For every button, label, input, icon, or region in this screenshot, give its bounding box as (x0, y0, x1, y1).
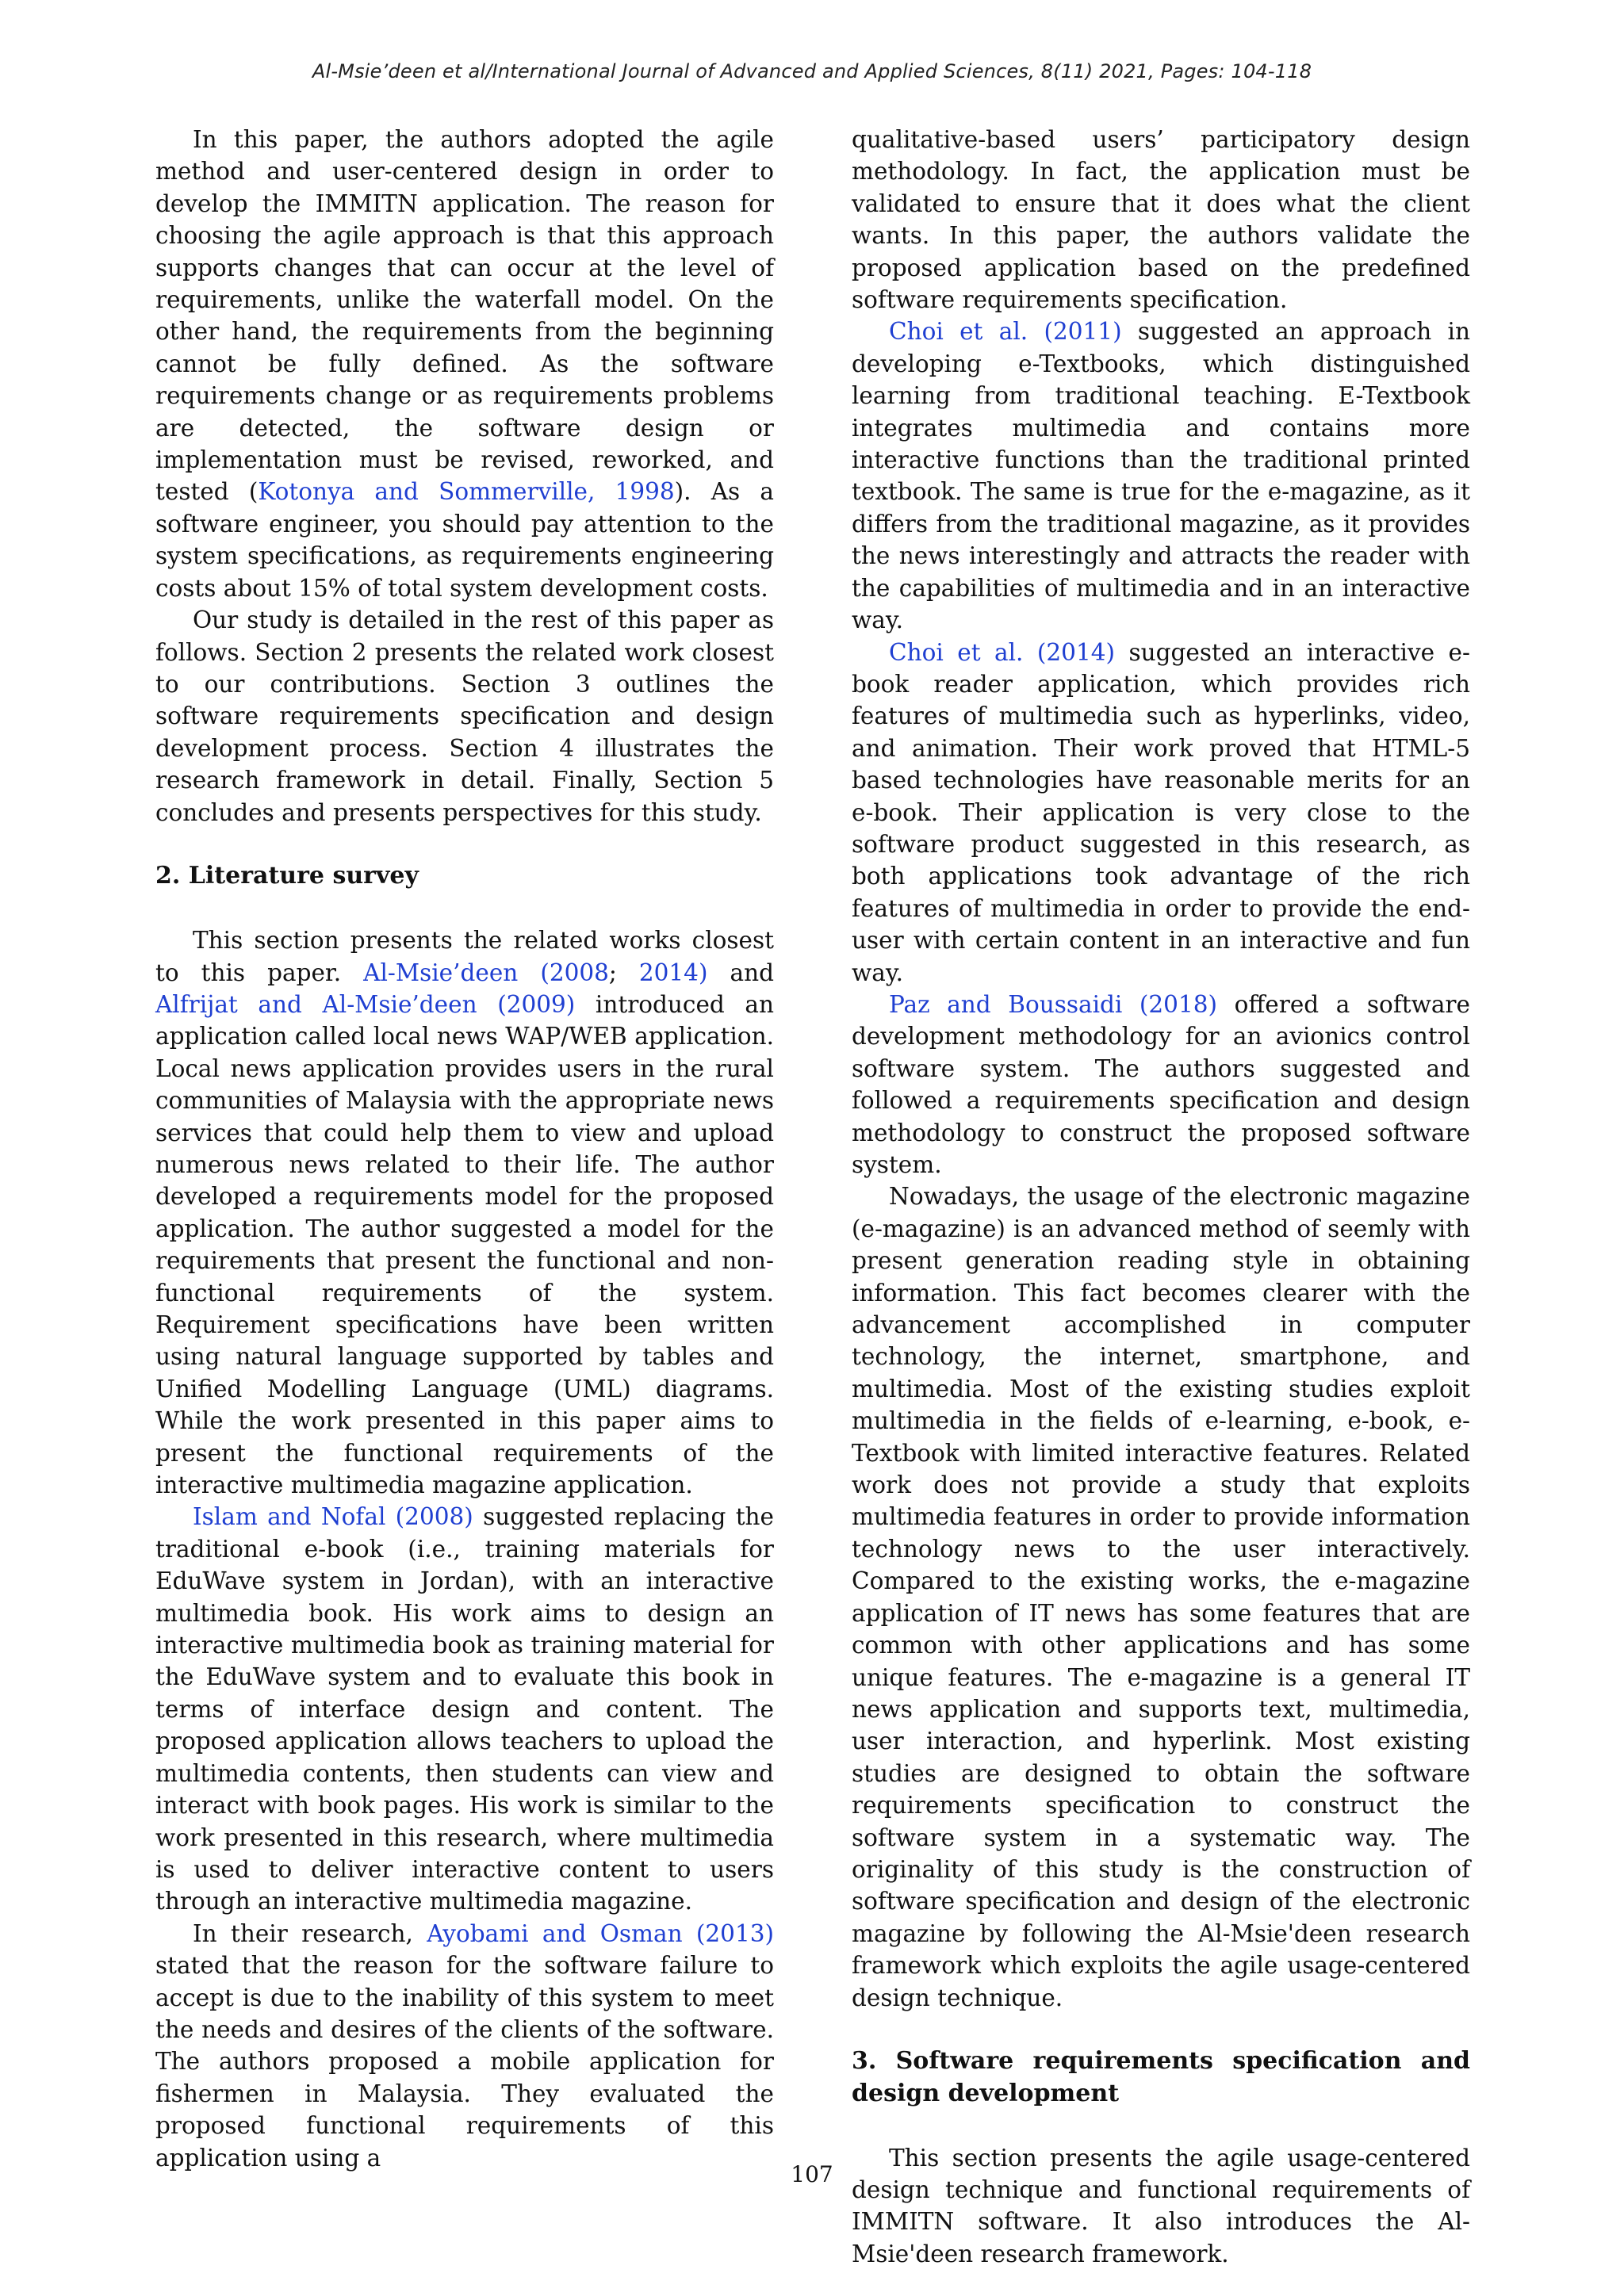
paragraph-text: suggested replacing the traditional e-book (i.e., training materials for EduWave system in Jordan), with an interactive multimedia book. His work aims to design an interactive multimedia book as training material for the EduWave system and to evaluate this book in terms of interface design and content. The proposed application allows teachers to upload the multimedia contents, then students can view and interact with book pages. His work is similar to the work presented in this research, where multimedia is used to deliver interactive content to users through an interactive multimedia magazine. (155, 1503, 775, 1915)
paragraph-text: suggested an approach in developing e-Textbooks, which distinguished learning from traditional teaching. E-Textbook integrates multimedia and contains more interactive functions than the traditional printed textbook. The same is true for the e-magazine, as it differs from the traditional magazine, as it provides the news interestingly and attracts the reader with the capabilities of multimedia and in an interactive way. (852, 318, 1470, 634)
paragraph (155, 1501, 774, 1917)
citation-link[interactable]: Alfrijat and Al-Msie’deen (2009) (155, 990, 576, 1018)
section-heading: 3. Software requirements specification and design development (852, 2047, 1470, 2107)
paragraph: This section presents the agile usage-centered design technique and functional requirements of IMMITN software. It also introduces the Al-Msie'deen research framework. (852, 2144, 1470, 2267)
paragraph (155, 124, 774, 604)
paragraph-text: suggested an interactive e-book reader application, which provides rich features of multimedia such as hyperlinks, video, and animation. Their work proved that HTML-5 based technologies have reasonable merits for an e-book. Their application is very close to the software product suggested in this research, as both applications took advantage of the rich features of multimedia in order to provide the end-user with certain content in an interactive and fun way. (852, 638, 1470, 986)
citation-link[interactable]: Islam and Nofal (2008) (193, 1503, 473, 1531)
citation-link[interactable]: Al-Msie’deen (2008 (363, 959, 609, 986)
running-header: Al-Msie’deen et al/International Journal of Advanced and Applied Sciences, 8(11) 2021, Pages: 104-118 (312, 60, 1312, 82)
paragraph (852, 637, 1470, 989)
right-column (852, 124, 1470, 2270)
paragraph-text: This section presents the related works closest to this paper. (155, 927, 774, 986)
page-number: 107 (791, 2161, 833, 2187)
paragraph-text: In this paper, the authors adopted the agile method and user-centered design in order to develop the IMMITN application. The reason for choosing the agile approach is that this approach supports changes that can occur at the level of requirements, unlike the waterfall model. On the other hand, the requirements from the beginning cannot be fully defined. As the software requirements change or as requirements problems are detected, the software design or implementation must be revised, reworked, and tested ( (155, 126, 774, 506)
section-heading: 2. Literature survey (155, 862, 419, 890)
paragraph: Nowadays, the usage of the electronic magazine (e-magazine) is an advanced method of seemly with present generation reading style in obtaining information. This fact becomes clearer with the advancement accomplished in computer technology, the internet, smartphone, and multimedia. Most of the existing studies exploit multimedia in the fields of e-learning, e-book, e-Textbook with limited interactive features. Related work does not provide a study that exploits multimedia features in order to provide information technology news to the user interactively. Compared to the existing works, the e-magazine application of IT news has some features that are common with other applications and has some unique features. The e-magazine is a general IT news application and supports text, multimedia, user interaction, and hyperlink. Most existing studies are designed to obtain the software requirements specification to construct the software system in a systematic way. The originality of this study is the construction of software specification and design of the electronic magazine by following the Al-Msie'deen research framework which exploits the agile usage-centered design technique. (852, 1183, 1470, 2011)
paragraph-text: stated that the reason for the software failure to accept is due to the inability of this system to meet the needs and desires of the clients of the software. The authors proposed a mobile application for fishermen in Malaysia. They evaluated the proposed functional requirements of this application using a (155, 1952, 774, 2172)
paragraph (852, 989, 1470, 1181)
citation-link[interactable]: 2014) (638, 959, 708, 986)
paragraph: Our study is detailed in the rest of this paper as follows. Section 2 presents the related work closest to our contributions. Section 3 outlines the software requirements specification and design development process. Section 4 illustrates the research framework in detail. Finally, Section 5 concludes and presents perspectives for this study. (155, 607, 774, 826)
paragraph-text: introduced an application called local news WAP/WEB application. Local news application provides users in the rural communities of Malaysia with the appropriate news services that could help them to view and upload numerous news related to their life. The author developed a requirements model for the proposed application. The author suggested a model for the requirements that present the functional and non-functional requirements of the system. Requirement specifications have been written using natural language supported by tables and Unified Modelling Language (UML) diagrams. While the work presented in this paper aims to present the functional requirements of the interactive multimedia magazine application. (155, 990, 774, 1499)
paragraph-text: ; (608, 959, 639, 986)
citation-link[interactable]: Kotonya and Sommerville, 1998 (258, 478, 675, 506)
citation-link[interactable]: Choi et al. (2011) (889, 318, 1122, 346)
citation-link[interactable]: Choi et al. (2014) (889, 638, 1115, 666)
left-column (155, 124, 774, 2174)
paragraph (155, 924, 774, 1501)
paragraph-text: and (707, 959, 774, 986)
paragraph-text: In their research, (193, 1919, 427, 1947)
paragraph-text: ). As a software engineer, you should pay attention to the system specifications, as requirements engineering costs about 15% of total system development costs. (155, 478, 774, 602)
paragraph: qualitative-based users’ participatory design methodology. In fact, the application must be validated to ensure that it does what the client wants. In this paper, the authors validate the proposed application based on the predefined software requirements specification. (852, 126, 1470, 314)
citation-link[interactable]: Paz and Boussaidi (2018) (889, 990, 1217, 1018)
citation-link[interactable]: Ayobami and Osman (2013) (427, 1919, 774, 1947)
paragraph (155, 1918, 774, 2174)
paragraph (852, 316, 1470, 636)
paragraph-text: offered a software development methodology for an avionics control software system. The authors suggested and followed a requirements specification and design methodology to construct the proposed software system. (852, 990, 1470, 1178)
